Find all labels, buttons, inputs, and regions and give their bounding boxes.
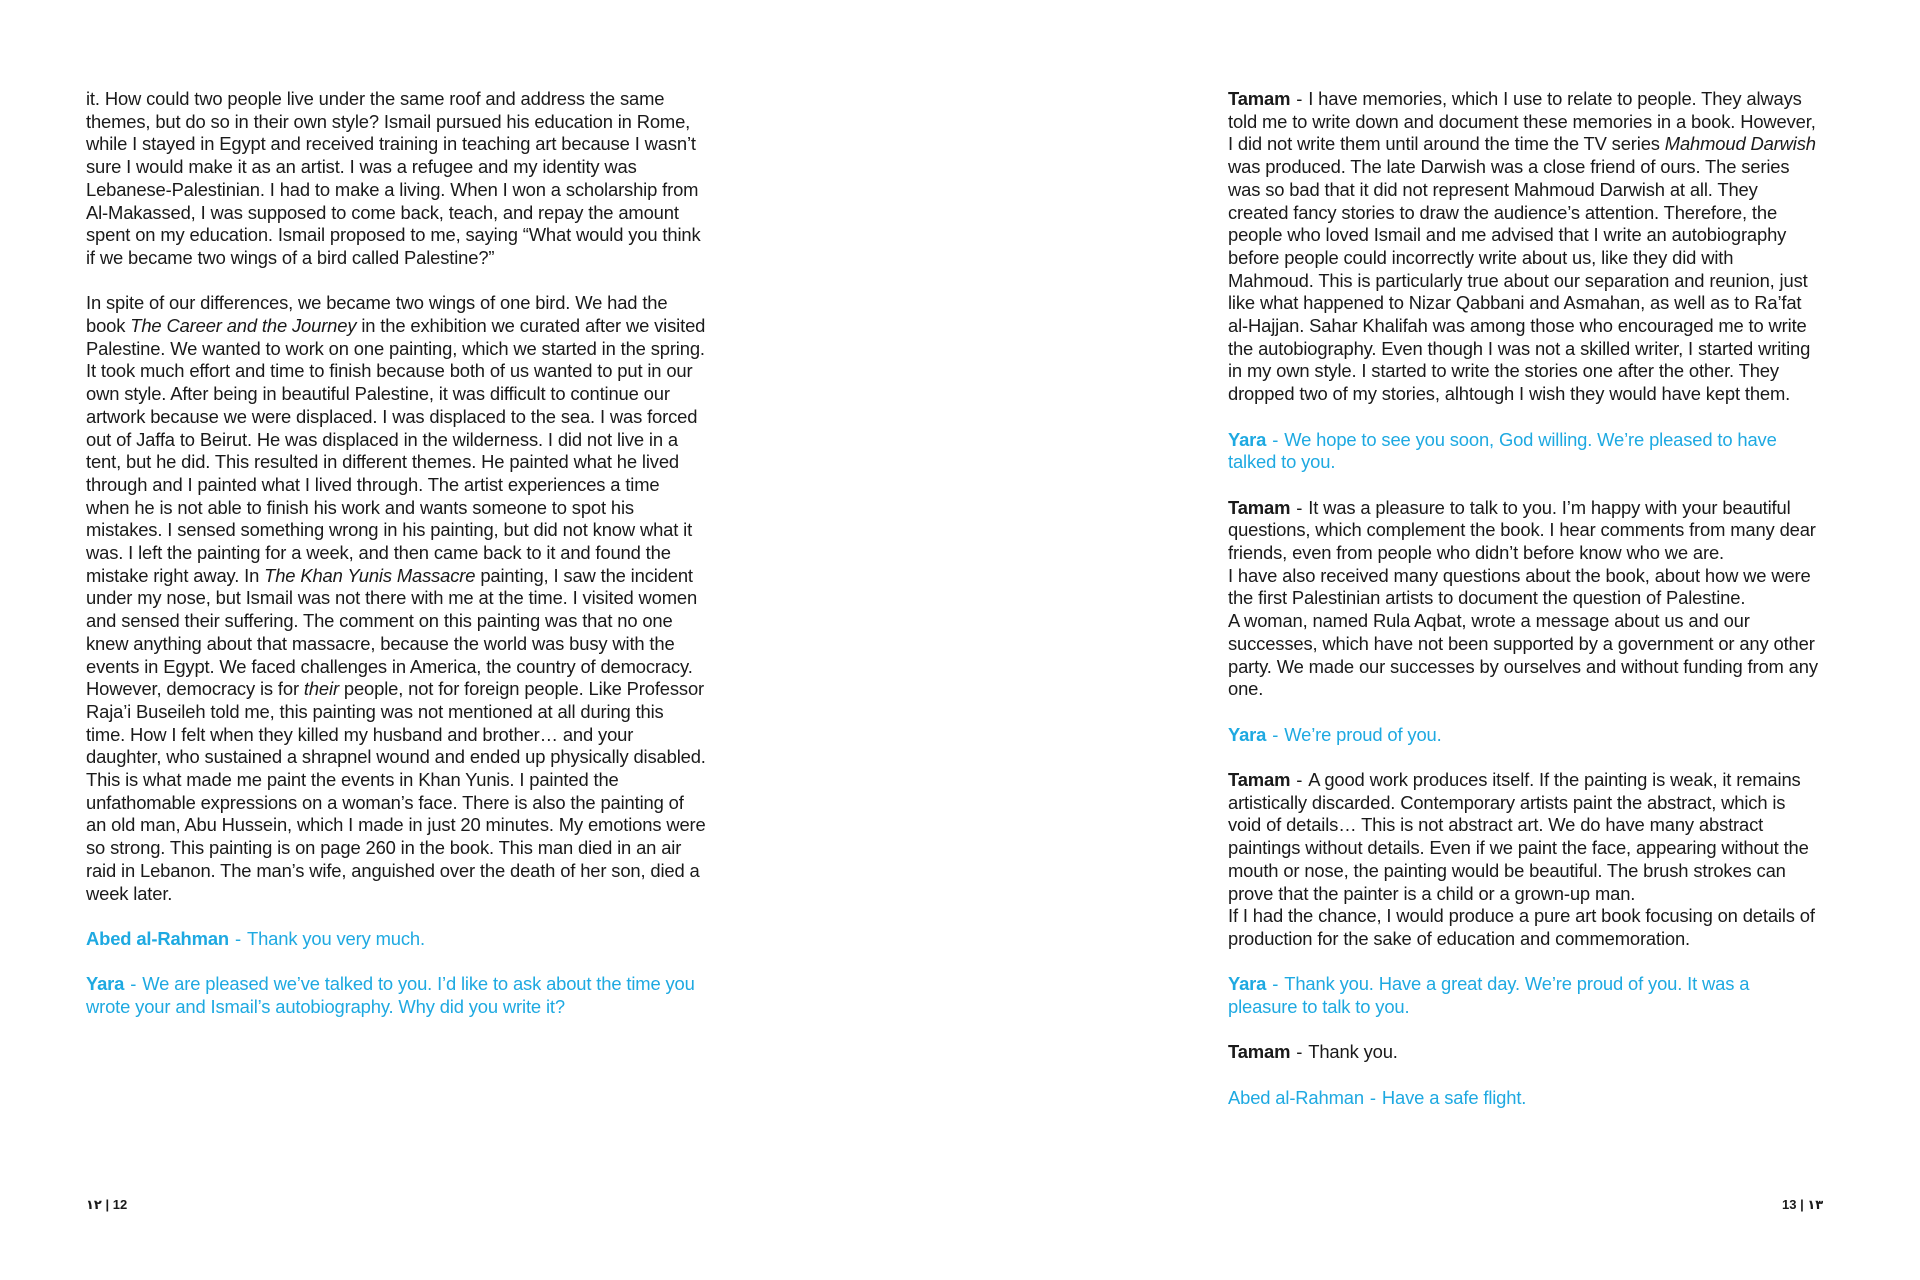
text-run: in the exhibition we curated after we visited Palestine. We wanted to work on one painting, which we started in the spring. It took much effort and time to finish because both of us wanted to put in our own style. After being in beautiful Palestine, it was difficult to continue our artwork because we were displaced. I was displaced to the sea. I was forced out of Jaffa to Beirut. He was displaced in the wilderness. I did not live in a tent, but he did. This resulted in different themes. He painted what he lived through and I painted what I lived through. The artist experiences a time when he is not able to finish his work and wants someone to spot his mistakes. I sensed something wrong in his painting, but did not know what it was. I left the painting for a week, and then came back to it and found the mistake right away. In bbox=[86, 315, 706, 586]
speech-text: Thank you. bbox=[1308, 1041, 1398, 1063]
speaker-separator: - bbox=[1296, 1041, 1303, 1063]
text-run: In spite of our differences, we became two wings of one bird. We had the book bbox=[86, 292, 668, 337]
speaker-name: Tamam bbox=[1228, 769, 1291, 791]
dialogue-entry bbox=[1228, 497, 1818, 701]
speaker-name: Tamam bbox=[1228, 496, 1291, 518]
speaker-separator: - bbox=[1272, 428, 1279, 450]
body-paragraph bbox=[86, 292, 706, 905]
speech-text: It was a pleasure to talk to you. I’m happy with your beautiful questions, which complement the book. I hear comments from many dear friends, even from people who didn’t before know who we are. I have also received many questions about the book, about how we were the first Palestinian artists to document the question of Palestine. A woman, named Rula Aqbat, wrote a message about us and our successes, which have not been supported by a government or any other party. We made our successes by ourselves and without funding from any one. bbox=[1228, 496, 1818, 700]
speech-text: A good work produces itself. If the painting is weak, it remains artistically discarded. Contemporary artists paint the abstract, which is void of details… This is not abstract art. We do have many abstract paintings without details. Even if we paint the face, appearing without the mouth or nose, the painting would be beautiful. The brush strokes can prove that the painter is a child or a grown-up man. If I had the chance, I would produce a pure art book focusing on details of production for the sake of education and commemoration. bbox=[1228, 769, 1815, 949]
speech-text: was produced. The late Darwish was a close friend of ours. The series was so bad that it did not represent Mahmoud Darwish at all. They created fancy stories to draw the audience’s attention. Therefore, the people who loved Ismail and me advised that I write an autobiography before people could incorrectly write about us, like they did with Mahmoud. This is particularly true about our separation and reunion, just like what happened to Nizar Qabbani and Asmahan, as well as to Ra’fat al-Hajjan. Sahar Khalifah was among those who encouraged me to write the autobiography. Even though I was not a skilled writer, I started writing in my own style. I started to write the stories one after the other. They dropped two of my stories, alhtough I wish they would have kept them. bbox=[1228, 156, 1811, 405]
dialogue-entry bbox=[86, 928, 706, 951]
text-run: painting, I saw the incident under my nose, but Ismail was not there with me at the time. I visited women and sensed their suffering. The comment on this painting was that no one knew anything about that massacre, because the world was busy with the events in Egypt. We faced challenges in America, the country of democracy. However, democracy is for bbox=[86, 564, 698, 700]
speaker-name: Yara bbox=[1228, 973, 1267, 995]
speaker-separator: - bbox=[1272, 723, 1279, 745]
text-run: it. How could two people live under the same roof and address the same themes, but do so in their own style? Ismail pursued his education in Rome, while I stayed in Egypt and received training in teaching art because I wasn’t sure I would make it as an artist. I was a refugee and my identity was Lebanese-Palestinian. I had to make a living. When I won a scholarship from Al-Makassed, I was supposed to come back, teach, and repay the amount spent on my education. Ismail proposed to me, saying “What would you think if we became two wings of a bird called Palestine?” bbox=[86, 88, 701, 268]
speaker-separator: - bbox=[1369, 1086, 1376, 1108]
dialogue-entry bbox=[86, 973, 706, 1018]
speech-text: We hope to see you soon, God willing. We’re pleased to have talked to you. bbox=[1228, 428, 1777, 473]
page-number: ١٢ | 12 bbox=[86, 1197, 128, 1212]
speaker-separator: - bbox=[235, 927, 241, 949]
speech-text: Thank you. Have a great day. We’re proud of you. It was a pleasure to talk to you. bbox=[1228, 973, 1750, 1018]
body-paragraph bbox=[86, 88, 706, 270]
speech-text: I have memories, which I use to relate to people. They always told me to write down and document these memories in a book. However, I did not write them until around the time the TV series bbox=[1228, 88, 1816, 155]
speaker-separator: - bbox=[1296, 496, 1303, 518]
dialogue-entry bbox=[1228, 724, 1818, 747]
speaker-separator: - bbox=[1272, 973, 1279, 995]
speech-text: Have a safe flight. bbox=[1381, 1086, 1527, 1108]
text-run: people, not for foreign people. Like Professor Raja’i Buseileh told me, this painting was not mentioned at all during this time. How I felt when they killed my husband and brother… and your daughter, who sustained a shrapnel wound and ended up physically disabled. This is what made me paint the events in Khan Yunis. I painted the unfathomable expressions on a woman’s face. There is also the painting of an old man, Abu Hussein, which I made in just 20 minutes. My emotions were so strong. This painting is on page 260 in the book. This man died in an air raid in Lebanon. The man’s wife, anguished over the death of her son, died a week later. bbox=[86, 678, 706, 904]
italic-title: Mahmoud Darwish bbox=[1664, 133, 1816, 155]
speech-text: Thank you very much. bbox=[247, 927, 425, 949]
speech-text: We’re proud of you. bbox=[1284, 723, 1442, 745]
speaker-name: Tamam bbox=[1228, 88, 1291, 109]
italic-title: The Career and the Journey bbox=[130, 315, 357, 337]
italic-title: their bbox=[303, 678, 339, 700]
dialogue-entry bbox=[1228, 1087, 1818, 1110]
speaker-separator: - bbox=[130, 973, 137, 995]
speech-text: We are pleased we’ve talked to you. I’d like to ask about the time you wrote your and Ismail’s autobiography. Why did you write it? bbox=[86, 973, 695, 1018]
dialogue-entry bbox=[1228, 973, 1818, 1018]
right-page bbox=[960, 0, 1920, 1280]
dialogue-entry bbox=[1228, 88, 1818, 406]
dialogue-entry bbox=[1228, 429, 1818, 474]
left-text-column bbox=[86, 88, 706, 1041]
dialogue-entry bbox=[1228, 769, 1818, 951]
speaker-separator: - bbox=[1296, 88, 1303, 109]
speaker-separator: - bbox=[1296, 769, 1303, 791]
speaker-name: Yara bbox=[1228, 428, 1267, 450]
speaker-name: Tamam bbox=[1228, 1041, 1291, 1063]
speaker-name: Yara bbox=[86, 973, 125, 995]
page-number: 13 | ١٣ bbox=[1782, 1197, 1824, 1212]
speaker-name: Abed al-Rahman bbox=[1228, 1086, 1364, 1108]
right-text-column bbox=[1228, 88, 1818, 1132]
italic-title: The Khan Yunis Massacre bbox=[264, 564, 476, 586]
dialogue-entry bbox=[1228, 1041, 1818, 1064]
speaker-name: Yara bbox=[1228, 723, 1267, 745]
speaker-name: Abed al-Rahman bbox=[86, 927, 230, 949]
